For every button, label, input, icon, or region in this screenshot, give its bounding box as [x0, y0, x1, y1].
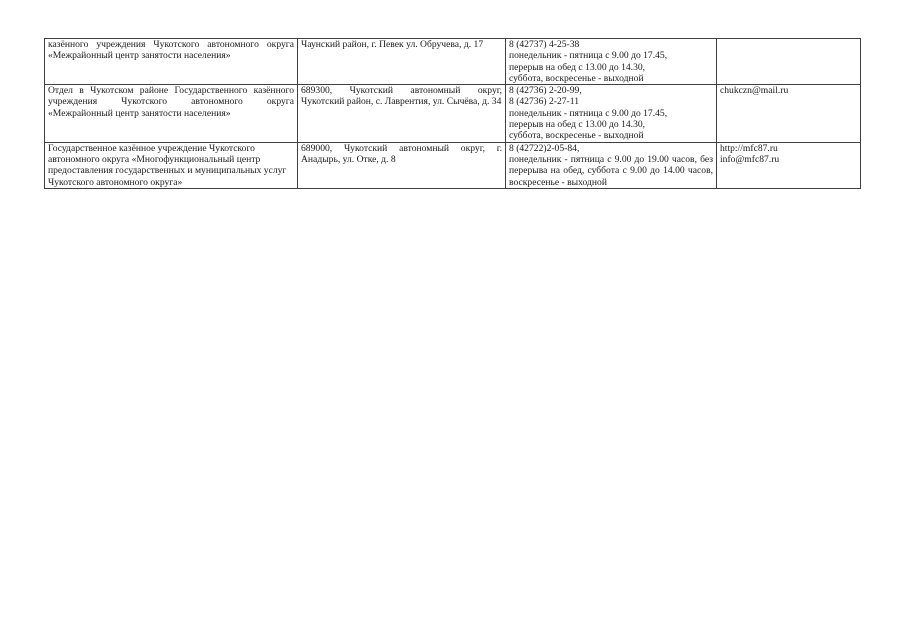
phone-line: 8 (42737) 4-25-38 [509, 39, 580, 50]
contacts-table [44, 38, 861, 189]
schedule-cell [506, 85, 717, 142]
address-cell: 689300, Чукотский автономный округ, Чукотский район, с. Лаврентия, ул. Сычёва, д. 34 [298, 85, 506, 142]
hours-line: перерыв на обед с 13.00 до 14.30, [509, 119, 646, 131]
phone-line: 8 (42736) 2-20-99, [509, 85, 582, 97]
hours-line: суббота, воскресенье - выходной [509, 130, 644, 142]
hours-line: понедельник - пятница с 9.00 до 17.45, [509, 107, 668, 119]
hours-line: суббота, воскресенье - выходной [509, 72, 644, 84]
organization-cell: Отдел в Чукотском районе Государственного казённого учреждения Чукотского автономного округа «Межрайонный центр занятости населения» [45, 85, 298, 142]
hours-line: перерыв на обед с 13.00 до 14.30, [509, 61, 646, 73]
contact-cell [717, 39, 861, 85]
phone-line: 8 (42722)2-05-84, [509, 142, 580, 154]
address-cell: 689000, Чукотский автономный округ, г. Анадырь, ул. Отке, д. 8 [298, 142, 506, 188]
contact-cell [717, 142, 861, 188]
table-row [45, 39, 861, 85]
table-row [45, 142, 861, 188]
email-link[interactable]: chukczn@mail.ru [720, 85, 789, 97]
website-link[interactable]: http://mfc87.ru [720, 142, 778, 154]
contact-cell [717, 85, 861, 142]
hours-line: понедельник - пятница с 9.00 до 17.45, [509, 50, 668, 62]
email-link[interactable]: info@mfc87.ru [720, 153, 780, 165]
schedule-cell [506, 39, 717, 85]
address-cell: Чаунский район, г. Певек ул. Обручева, д. 17 [298, 39, 506, 85]
table-row [45, 85, 861, 142]
schedule-cell [506, 142, 717, 188]
organization-cell: Государственное казённое учреждение Чукотского автономного округа «Многофункциональный центр предоставления государственных и муниципальных услуг Чукотского автономного округа» [45, 142, 298, 188]
organization-cell: казённого учреждения Чукотского автономного округа «Межрайонный центр занятости населения» [45, 39, 298, 85]
hours-line: понедельник - пятница с 9.00 до 19.00 часов, без перерыва на обед, суббота с 9.00 до 14.00 часов, воскресенье - выходной [509, 153, 713, 188]
phone-line: 8 (42736) 2-27-11 [509, 96, 579, 108]
